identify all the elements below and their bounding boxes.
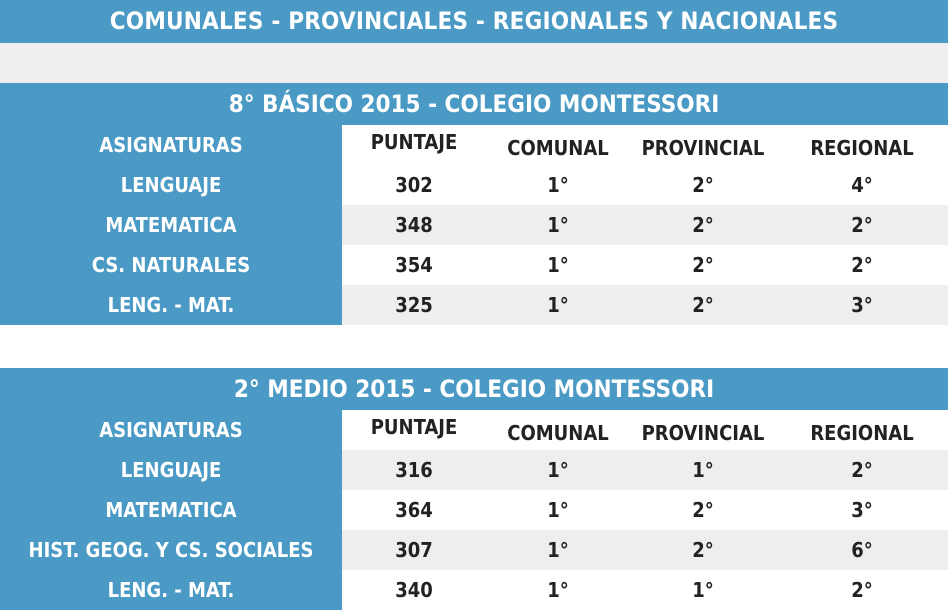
table-row <box>0 450 948 490</box>
results-table-8-basico <box>0 83 948 325</box>
puntaje-cell: 340 <box>342 570 486 610</box>
comunal-cell: 1° <box>486 205 630 245</box>
provincial-cell: 2° <box>630 490 776 530</box>
regional-cell: 3° <box>776 490 948 530</box>
subject-cell: MATEMATICA <box>0 205 342 245</box>
subject-cell: HIST. GEOG. Y CS. SOCIALES <box>0 530 342 570</box>
provincial-cell: 2° <box>630 245 776 285</box>
header-comunal: COMUNAL <box>486 125 630 165</box>
comunal-cell: 1° <box>486 530 630 570</box>
table-row <box>0 490 948 530</box>
comunal-cell: 1° <box>486 285 630 325</box>
puntaje-cell: 307 <box>342 530 486 570</box>
results-table-2-medio <box>0 368 948 610</box>
comunal-cell: 1° <box>486 245 630 285</box>
regional-cell: 3° <box>776 285 948 325</box>
provincial-cell: 2° <box>630 165 776 205</box>
header-comunal: COMUNAL <box>486 410 630 450</box>
regional-cell: 2° <box>776 205 948 245</box>
subject-cell: MATEMATICA <box>0 490 342 530</box>
puntaje-cell: 354 <box>342 245 486 285</box>
table-header-row <box>0 410 948 450</box>
header-regional: REGIONAL <box>776 410 948 450</box>
regional-cell: 6° <box>776 530 948 570</box>
puntaje-cell: 348 <box>342 205 486 245</box>
comunal-cell: 1° <box>486 165 630 205</box>
comunal-cell: 1° <box>486 450 630 490</box>
subject-cell: LENGUAJE <box>0 165 342 205</box>
comunal-cell: 1° <box>486 570 630 610</box>
table-row <box>0 285 948 325</box>
provincial-cell: 1° <box>630 450 776 490</box>
puntaje-cell: 325 <box>342 285 486 325</box>
table-header-row <box>0 125 948 165</box>
provincial-cell: 2° <box>630 530 776 570</box>
subject-cell: CS. NATURALES <box>0 245 342 285</box>
section-title: 2° MEDIO 2015 - COLEGIO MONTESSORI <box>0 368 948 410</box>
table-row <box>0 165 948 205</box>
header-provincial: PROVINCIAL <box>630 125 776 165</box>
provincial-cell: 2° <box>630 205 776 245</box>
header-asignaturas: ASIGNATURAS <box>0 410 342 450</box>
header-regional: REGIONAL <box>776 125 948 165</box>
table-row <box>0 245 948 285</box>
table-row <box>0 530 948 570</box>
section-title: 8° BÁSICO 2015 - COLEGIO MONTESSORI <box>0 83 948 125</box>
subject-cell: LENG. - MAT. <box>0 570 342 610</box>
comunal-cell: 1° <box>486 490 630 530</box>
regional-cell: 2° <box>776 450 948 490</box>
divider-strip <box>0 43 948 83</box>
subject-cell: LENGUAJE <box>0 450 342 490</box>
provincial-cell: 1° <box>630 570 776 610</box>
table-row <box>0 570 948 610</box>
header-asignaturas: ASIGNATURAS <box>0 125 342 165</box>
subject-cell: LENG. - MAT. <box>0 285 342 325</box>
puntaje-cell: 364 <box>342 490 486 530</box>
regional-cell: 2° <box>776 245 948 285</box>
regional-cell: 2° <box>776 570 948 610</box>
header-puntaje: PUNTAJE <box>342 125 486 165</box>
table-row <box>0 205 948 245</box>
page-banner: COMUNALES - PROVINCIALES - REGIONALES Y NACIONALES <box>0 0 948 43</box>
header-puntaje: PUNTAJE <box>342 410 486 450</box>
puntaje-cell: 316 <box>342 450 486 490</box>
puntaje-cell: 302 <box>342 165 486 205</box>
provincial-cell: 2° <box>630 285 776 325</box>
header-provincial: PROVINCIAL <box>630 410 776 450</box>
regional-cell: 4° <box>776 165 948 205</box>
